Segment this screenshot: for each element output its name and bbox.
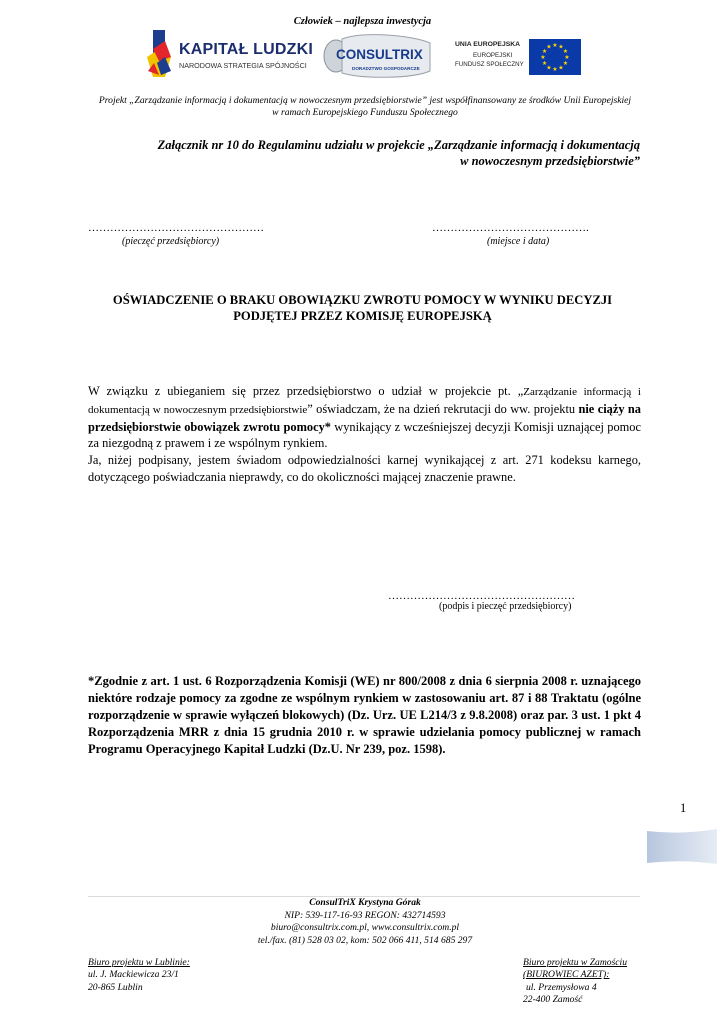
stamp-field-label: (pieczęć przedsiębiorcy) xyxy=(122,236,220,247)
page-corner-decoration xyxy=(647,829,717,864)
svg-text:★: ★ xyxy=(552,66,558,73)
footer-company-ids: NIP: 539-117-16-93 REGON: 432714593 xyxy=(284,909,446,921)
annex-heading: Załącznik nr 10 do Regulaminu udziału w projekcie „Zarządzanie informacją i dokumentacją w nowoczesnym przedsiębiorstwie” xyxy=(157,138,640,168)
declaration-paragraph-2: Ja, niżej podpisany, jestem świadom odpowiedzialności karnej wynikającej z art. 271 kodeksu karnego, dotyczącego poświadczania nieprawdy, co do okoliczności mającej znaczenie prawne. xyxy=(88,453,641,484)
project-cofinancing-note: Projekt „Zarządzanie informacją i dokumentacją w nowoczesnym przedsiębiorstwie” jest współfinansowany ze środków Unii Europejskiej w ramach Europejskiego Funduszu Społecznego xyxy=(98,95,632,118)
eu-fund-line1: EUROPEJSKI xyxy=(473,52,513,59)
stamp-field-line: ………………………………………… xyxy=(88,222,264,234)
footer-company-name: ConsulTriX Krystyna Górak xyxy=(309,897,421,908)
paragraph-1-ending: wynikający z wcześniejszej decyzji Komisji uznającej pomoc za niezgodną z prawem i ze wspólnym rynkiem. xyxy=(88,419,641,451)
page-number: 1 xyxy=(680,801,687,815)
eu-flag-icon xyxy=(529,39,581,75)
document-title: OŚWIADCZENIE O BRAKU OBOWIĄZKU ZWROTU POMOCY W WYNIKU DECYZJI PODJĘTEJ PRZEZ KOMISJĘ EUROPEJSKĄ xyxy=(112,293,613,323)
lublin-office-street: ul. J. Mackiewicza 23/1 xyxy=(88,969,179,981)
svg-text:★: ★ xyxy=(558,64,564,72)
zamosc-office-city: 22-400 Zamość xyxy=(523,993,583,1005)
paragraph-1-project-name: Zarządzanie informacją i dokumentacją w nowoczesnym przedsiębiorstwie xyxy=(88,386,641,416)
footer-company-phone: tel./fax. (81) 528 03 02, kom: 502 066 411, 514 685 297 xyxy=(257,934,473,946)
eu-logo xyxy=(449,35,587,79)
svg-text:★: ★ xyxy=(552,42,558,49)
declaration-body xyxy=(88,383,641,486)
svg-text:★: ★ xyxy=(541,60,548,67)
place-date-field-label: (miejsce i data) xyxy=(487,236,550,247)
paragraph-1-intro: W związku z ubieganiem się przez przedsiębiorstwo o udział w projekcie pt. „ xyxy=(88,384,524,398)
svg-text:★: ★ xyxy=(562,60,569,67)
lublin-office-title: Biuro projektu w Lublinie: xyxy=(88,957,190,968)
signature-field-label: (podpis i pieczęć przedsiębiorcy) xyxy=(439,601,572,612)
svg-text:★: ★ xyxy=(546,64,552,72)
consultrix-logo xyxy=(322,33,434,79)
zamosc-office-street: ul. Przemysłowa 4 xyxy=(526,981,597,993)
signature-field-line: …………………………………………… xyxy=(388,590,575,602)
footer-company-web: biuro@consultrix.com.pl, www.consultrix.com.pl xyxy=(270,922,460,933)
svg-text:★: ★ xyxy=(562,48,569,55)
paragraph-1-emphasis: nie ciąży na przedsiębiorstwie obowiązek zwrotu pomocy* xyxy=(88,401,641,434)
consultrix-name: CONSULTRIX xyxy=(336,47,423,62)
footer-zamosc-office xyxy=(523,957,627,1006)
place-date-field-line: ……………………………………. xyxy=(432,222,589,234)
svg-text:★: ★ xyxy=(564,54,570,61)
kapital-ludzki-name: KAPITAŁ LUDZKI xyxy=(179,41,314,58)
footer-company-info xyxy=(150,897,580,947)
svg-text:★: ★ xyxy=(558,43,564,51)
consultrix-subtitle: DORADZTWO GOSPODARCZE xyxy=(352,66,420,71)
lublin-office-city: 20-865 Lublin xyxy=(88,981,143,993)
footer-lublin-office xyxy=(88,957,190,994)
zamosc-office-title: Biuro projektu w Zamościu xyxy=(523,957,628,968)
svg-text:★: ★ xyxy=(541,48,548,55)
legal-footnote: *Zgodnie z art. 1 ust. 6 Rozporządzenia Komisji (WE) nr 800/2008 z dnia 6 sierpnia 2008 r. uznającego niektóre rodzaje pomocy za zgodne ze wspólnym rynkiem w zastosowaniu art. 87 i 88 Traktatu (ogólne rozporządzenie w sprawie wyłączeń blokowych) (Dz. Urz. UE L214/3 z 9.8.2008) oraz par. 3 ust. 1 pkt 4 Rozporządzenia MRR z dnia 15 grudnia 2010 r. w sprawie udzielania pomocy publicznej w ramach Programu Operacyjnego Kapitał Ludzki (Dz.U. Nr 239, poz. 1598). xyxy=(88,674,641,756)
declaration-paragraph-1 xyxy=(88,383,641,452)
svg-text:★: ★ xyxy=(540,54,546,61)
kapital-ludzki-logo xyxy=(145,27,321,85)
eu-fund-line2: FUNDUSZ SPOŁECZNY xyxy=(455,61,524,68)
kapital-ludzki-subtitle: NARODOWA STRATEGIA SPÓJNOŚCI xyxy=(179,61,307,70)
eu-name: UNIA EUROPEJSKA xyxy=(455,41,521,48)
zamosc-office-building: (BIUROWIEC AZET): xyxy=(523,969,610,981)
svg-text:★: ★ xyxy=(546,43,552,51)
paragraph-1-statement: ” oświadczam, że na dzień rekrutacji do ww. projektu xyxy=(307,401,579,416)
header-motto: Człowiek – najlepsza inwestycja xyxy=(293,16,432,27)
